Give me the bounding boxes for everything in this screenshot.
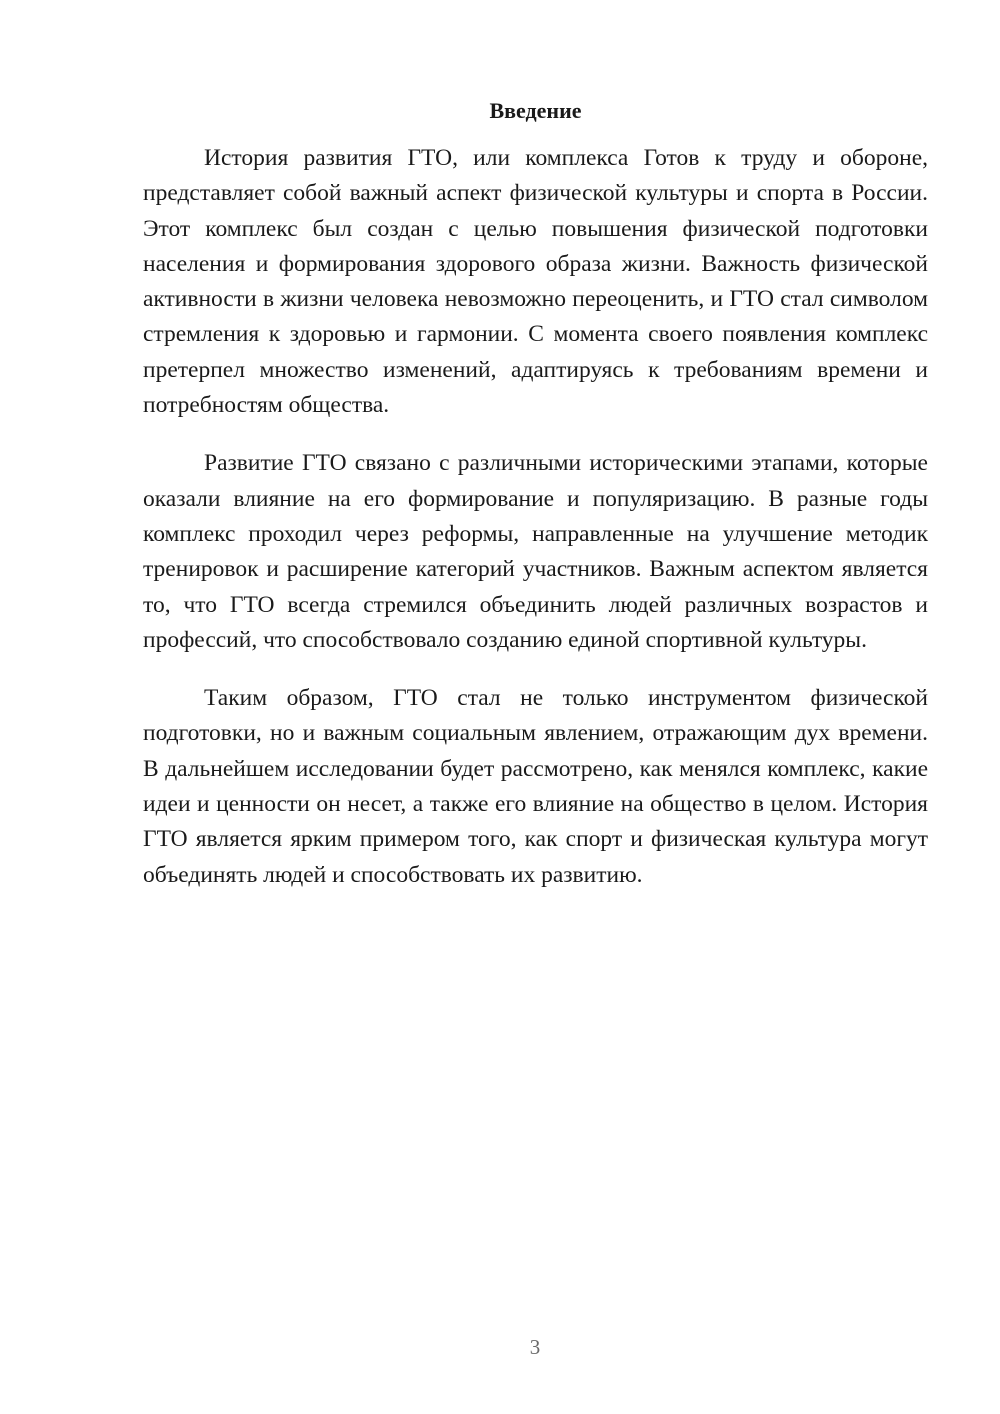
- paragraph-3: Таким образом, ГТО стал не только инструментом физической подготовки, но и важным социальным явлением, отражающим дух времени. В дальнейшем исследовании будет рассмотрено, как менялся комплекс, какие идеи и ценности он несет, а также его влияние на общество в целом. История ГТО является ярким примером того, как спорт и физическая культура могут объединять людей и способствовать их развитию.: [143, 685, 928, 888]
- body-text: [143, 141, 928, 916]
- paragraph-2: Развитие ГТО связано с различными историческими этапами, которые оказали влияние на его формирование и популяризацию. В разные годы комплекс проходил через реформы, направленные на улучшение методик тренировок и расширение категорий участников. Важным аспектом является то, что ГТО всегда стремился объединить людей различных возрастов и профессий, что способствовало созданию единой спортивной культуры.: [143, 450, 928, 653]
- paragraph-1: История развития ГТО, или комплекса Готов к труду и обороне, представляет собой важный аспект физической культуры и спорта в России. Этот комплекс был создан с целью повышения физической подготовки населения и формирования здорового образа жизни. Важность физической активности в жизни человека невозможно переоценить, и ГТО стал символом стремления к здоровью и гармонии. С момента своего появления комплекс претерпел множество изменений, адаптируясь к требованиям времени и потребностям общества.: [143, 145, 928, 419]
- page-number: 3: [529, 1335, 541, 1359]
- section-heading: Введение: [489, 98, 582, 123]
